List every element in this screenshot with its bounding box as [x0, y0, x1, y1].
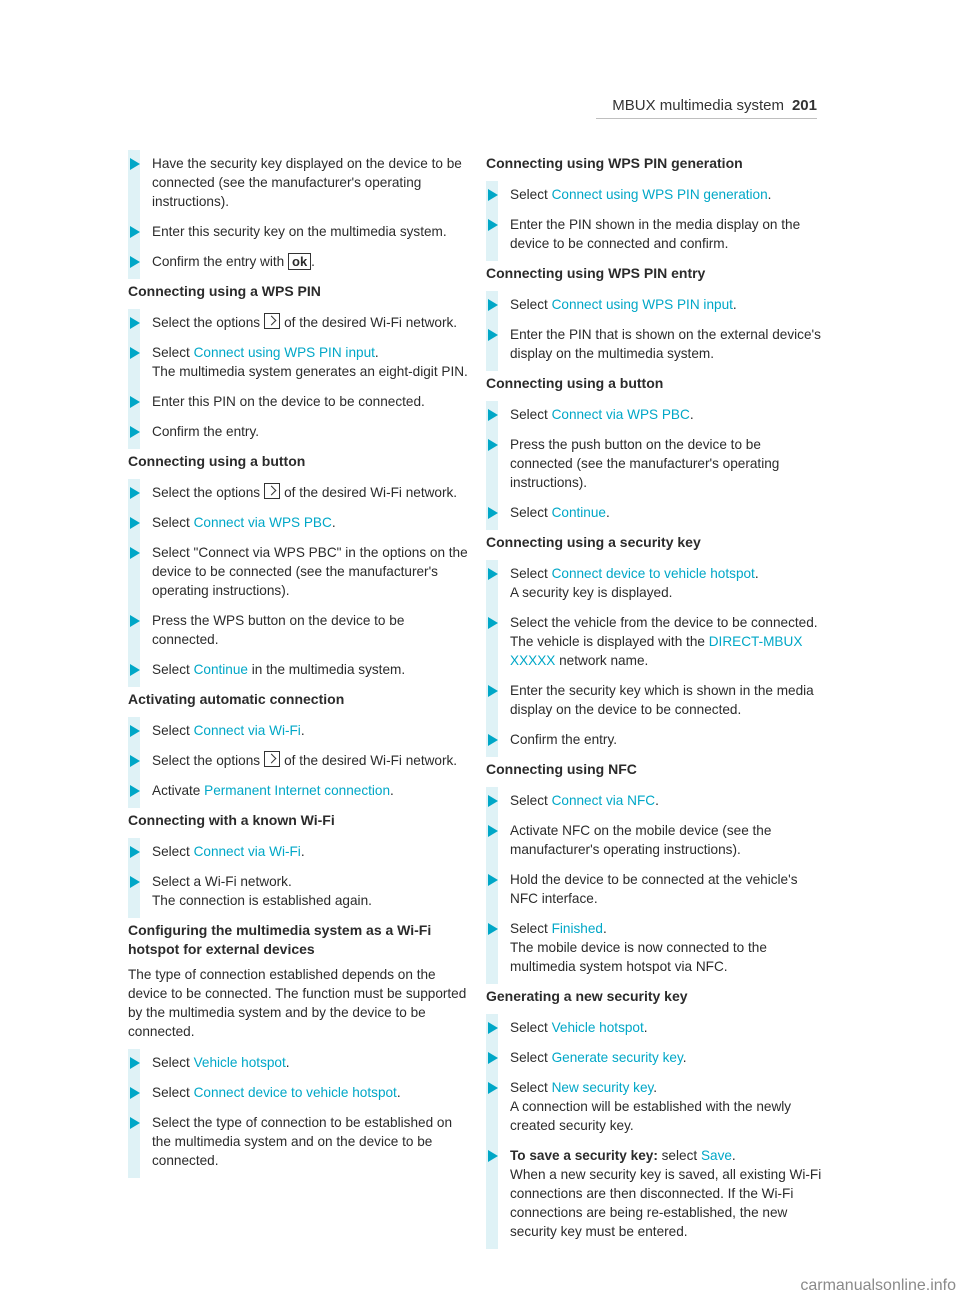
step [128, 392, 468, 411]
step-text: Activate [152, 783, 205, 798]
header-title: MBUX multimedia system [612, 97, 784, 114]
section-heading: Connecting with a known Wi-Fi [128, 812, 335, 828]
step-text: Select [510, 1020, 552, 1035]
step-text: Select [510, 407, 552, 422]
menu-item-ref: Continue [551, 505, 606, 520]
watermark: carmanualsonline.info [800, 1277, 956, 1294]
ok-key-icon: ok [288, 253, 311, 270]
arrow-icon [130, 1057, 140, 1069]
step [128, 660, 468, 679]
step [486, 613, 826, 670]
step [486, 821, 826, 859]
step-punct: . [605, 505, 610, 520]
arrow-icon [130, 876, 140, 888]
step-punct: . [682, 1050, 687, 1065]
step-text: Select the options [152, 315, 261, 330]
step-text: Confirm the entry with [152, 254, 285, 269]
arrow-icon [488, 874, 498, 886]
step-text: Select [152, 1085, 194, 1100]
arrow-icon [488, 1052, 498, 1064]
arrow-icon [488, 685, 498, 697]
step-text: of the desired Wi-Fi network. [284, 485, 458, 500]
step-text: Press the WPS button on the device to be connected. [152, 613, 405, 647]
left-column [128, 154, 468, 1181]
step [486, 1078, 826, 1135]
step [486, 919, 826, 976]
step [128, 721, 468, 740]
step-punct: . [655, 793, 659, 808]
arrow-icon [130, 226, 140, 238]
section-heading: Activating automatic connection [128, 691, 345, 707]
menu-item-ref: Continue [193, 662, 248, 677]
step [486, 1146, 826, 1241]
step-punct: . [689, 407, 694, 422]
step-text: of the desired Wi-Fi network. [284, 315, 458, 330]
section-heading: Connecting using a button [128, 453, 306, 469]
step [486, 295, 826, 314]
step-text: select [657, 1148, 701, 1163]
menu-item-ref: Vehicle hotspot [193, 1055, 286, 1070]
step [486, 405, 826, 424]
step-text: Select [510, 921, 552, 936]
step-punct: . [602, 921, 607, 936]
arrow-icon [488, 923, 498, 935]
step [486, 870, 826, 908]
step-note: A security key is displayed. [510, 585, 673, 600]
step-text: Select a Wi-Fi network. [152, 874, 292, 889]
step [486, 325, 826, 363]
step-punct: . [285, 1055, 290, 1070]
step-text: Select [510, 1080, 552, 1095]
step [128, 313, 468, 332]
step-text: Select [510, 505, 552, 520]
section-heading: Connecting using WPS PIN generation [486, 155, 743, 171]
step [486, 503, 826, 522]
section-heading: Connecting using a security key [486, 534, 701, 550]
right-column [486, 154, 826, 1252]
step-note: The connection is established again. [152, 893, 372, 908]
step-text: Select [152, 515, 194, 530]
menu-item-ref: Connect via WPS PBC [193, 515, 332, 530]
step-punct: . [643, 1020, 648, 1035]
section-heading: Connecting using WPS PIN entry [486, 265, 706, 281]
arrow-icon [130, 317, 140, 329]
step-text: Select the type of connection to be established on the multimedia system and on the device to be connected. [152, 1115, 453, 1168]
menu-item-ref: Connect using WPS PIN input [551, 297, 733, 312]
step-text: Select [510, 566, 552, 581]
menu-item-ref: New security key [551, 1080, 654, 1095]
step-punct: . [374, 345, 379, 360]
step-text: Select the options [152, 485, 261, 500]
arrow-icon [488, 795, 498, 807]
arrow-icon [130, 846, 140, 858]
step-text: Enter this security key on the multimedia system. [152, 224, 447, 239]
step [128, 1113, 468, 1170]
arrow-icon [130, 256, 140, 268]
menu-item-ref: Connect using WPS PIN input [193, 345, 375, 360]
step-punct: . [390, 783, 394, 798]
step [128, 872, 468, 910]
step-text: Enter this PIN on the device to be connected. [152, 394, 425, 409]
arrow-icon [488, 219, 498, 231]
arrow-icon [130, 1117, 140, 1129]
step [486, 564, 826, 602]
page-header [612, 96, 817, 115]
options-chevron-icon [264, 313, 280, 329]
arrow-icon [488, 617, 498, 629]
step-text: Select [510, 793, 552, 808]
step-text: Select [510, 187, 552, 202]
arrow-icon [488, 439, 498, 451]
menu-item-ref: Generate security key [551, 1050, 683, 1065]
step-note: The multimedia system generates an eight-digit PIN. [152, 364, 468, 379]
section-paragraph: The type of connection established depends on the device to be connected. The function must be supported by the multimedia system and by the device to be connected. [128, 967, 467, 1039]
step [486, 185, 826, 204]
menu-item-ref: Connect via Wi-Fi [193, 844, 301, 859]
step [128, 513, 468, 532]
menu-item-ref: Connect via WPS PBC [551, 407, 690, 422]
menu-item-ref: Connect device to vehicle hotspot [551, 566, 755, 581]
step-punct: . [732, 297, 737, 312]
step [486, 730, 826, 749]
arrow-icon [130, 725, 140, 737]
arrow-icon [488, 1082, 498, 1094]
options-chevron-icon [264, 483, 280, 499]
step-note: The mobile device is now connected to the multimedia system hotspot via NFC. [510, 940, 767, 974]
step [128, 222, 468, 241]
step [486, 1048, 826, 1067]
section-heading: Connecting using a button [486, 375, 664, 391]
arrow-icon [130, 517, 140, 529]
arrow-icon [130, 158, 140, 170]
section-heading: Generating a new security key [486, 988, 688, 1004]
arrow-icon [130, 785, 140, 797]
step-punct: . [331, 515, 336, 530]
arrow-icon [488, 1022, 498, 1034]
step-text: Select "Connect via WPS PBC" in the options on the device to be connected (see the manufacturer's operating instructions). [152, 545, 468, 598]
step-punct: . [396, 1085, 401, 1100]
step-punct: . [767, 187, 772, 202]
step-text: Enter the PIN that is shown on the external device's display on the multimedia system. [510, 327, 821, 361]
step-text: Hold the device to be connected at the vehicle's NFC interface. [510, 872, 798, 906]
step [128, 611, 468, 649]
arrow-icon [488, 1150, 498, 1162]
step [128, 1053, 468, 1072]
step-text: network name. [555, 653, 649, 668]
step-text: Select [152, 844, 194, 859]
step [128, 343, 468, 381]
menu-item-ref: Finished [551, 921, 603, 936]
step-text: Have the security key displayed on the device to be connected (see the manufacturer's operating instructions). [152, 156, 462, 209]
step-text: Select [152, 662, 194, 677]
step-text: in the multimedia system. [247, 662, 406, 677]
arrow-icon [488, 734, 498, 746]
step-text: Select the vehicle from the device to be connected. The vehicle is displayed with the [510, 615, 818, 649]
arrow-icon [488, 189, 498, 201]
step-text: Select [510, 297, 552, 312]
step [128, 252, 468, 271]
menu-item-ref: Connect using WPS PIN generation [551, 187, 768, 202]
step [128, 543, 468, 600]
menu-item-ref: Connect via Wi-Fi [193, 723, 301, 738]
step [128, 781, 468, 800]
page-number: 201 [791, 97, 817, 114]
step-punct: . [754, 566, 759, 581]
step-text: Confirm the entry. [510, 732, 618, 747]
arrow-icon [130, 547, 140, 559]
section-heading: Connecting using NFC [486, 761, 637, 777]
arrow-icon [130, 755, 140, 767]
menu-item-ref: Permanent Internet connection [204, 783, 391, 798]
step-punct: . [311, 254, 315, 269]
step-bold-lead: To save a security key: [510, 1148, 658, 1163]
step-punct: . [653, 1080, 658, 1095]
step-punct: . [300, 723, 305, 738]
step-text: Confirm the entry. [152, 424, 260, 439]
arrow-icon [130, 615, 140, 627]
network-name-ref: DIRECT-MBUX XXXXX [510, 634, 803, 668]
menu-item-ref: Save [700, 1148, 732, 1163]
arrow-icon [488, 825, 498, 837]
step [486, 215, 826, 253]
section-heading: Connecting using a WPS PIN [128, 283, 321, 299]
step-punct: . [300, 844, 305, 859]
arrow-icon [488, 409, 498, 421]
step [128, 483, 468, 502]
menu-item-ref: Vehicle hotspot [551, 1020, 644, 1035]
step-note: When a new security key is saved, all existing Wi-Fi connections are then disconnected. If the Wi-Fi connections are being re-established, the new security key must be entered. [510, 1167, 822, 1239]
menu-item-ref: Connect device to vehicle hotspot [193, 1085, 397, 1100]
step-text: Enter the security key which is shown in the media display on the device to be connected. [510, 683, 814, 717]
menu-item-ref: Connect via NFC [551, 793, 656, 808]
arrow-icon [130, 426, 140, 438]
step-text: Press the push button on the device to be connected (see the manufacturer's operating instructions). [510, 437, 780, 490]
arrow-icon [130, 396, 140, 408]
section-heading: Configuring the multimedia system as a Wi-Fi hotspot for external devices [128, 922, 432, 957]
step [486, 1018, 826, 1037]
arrow-icon [488, 568, 498, 580]
step [486, 435, 826, 492]
step [128, 751, 468, 770]
step [486, 791, 826, 810]
options-chevron-icon [264, 751, 280, 767]
step [128, 422, 468, 441]
arrow-icon [488, 299, 498, 311]
arrow-icon [488, 507, 498, 519]
arrow-icon [130, 487, 140, 499]
step-text: of the desired Wi-Fi network. [284, 753, 458, 768]
arrow-icon [130, 664, 140, 676]
step [128, 154, 468, 211]
arrow-icon [488, 329, 498, 341]
step [128, 1083, 468, 1102]
step-text: Select [510, 1050, 552, 1065]
step-note: A connection will be established with the newly created security key. [510, 1099, 792, 1133]
step-text: Select the options [152, 753, 261, 768]
step-text: Select [152, 1055, 194, 1070]
header-divider [596, 118, 817, 119]
step [486, 681, 826, 719]
step-text: Activate NFC on the mobile device (see the manufacturer's operating instructions). [510, 823, 772, 857]
step-punct: . [731, 1148, 736, 1163]
step-text: Select [152, 345, 194, 360]
step [128, 842, 468, 861]
step-text: Enter the PIN shown in the media display on the device to be connected and confirm. [510, 217, 801, 251]
arrow-icon [130, 1087, 140, 1099]
step-text: Select [152, 723, 194, 738]
arrow-icon [130, 347, 140, 359]
